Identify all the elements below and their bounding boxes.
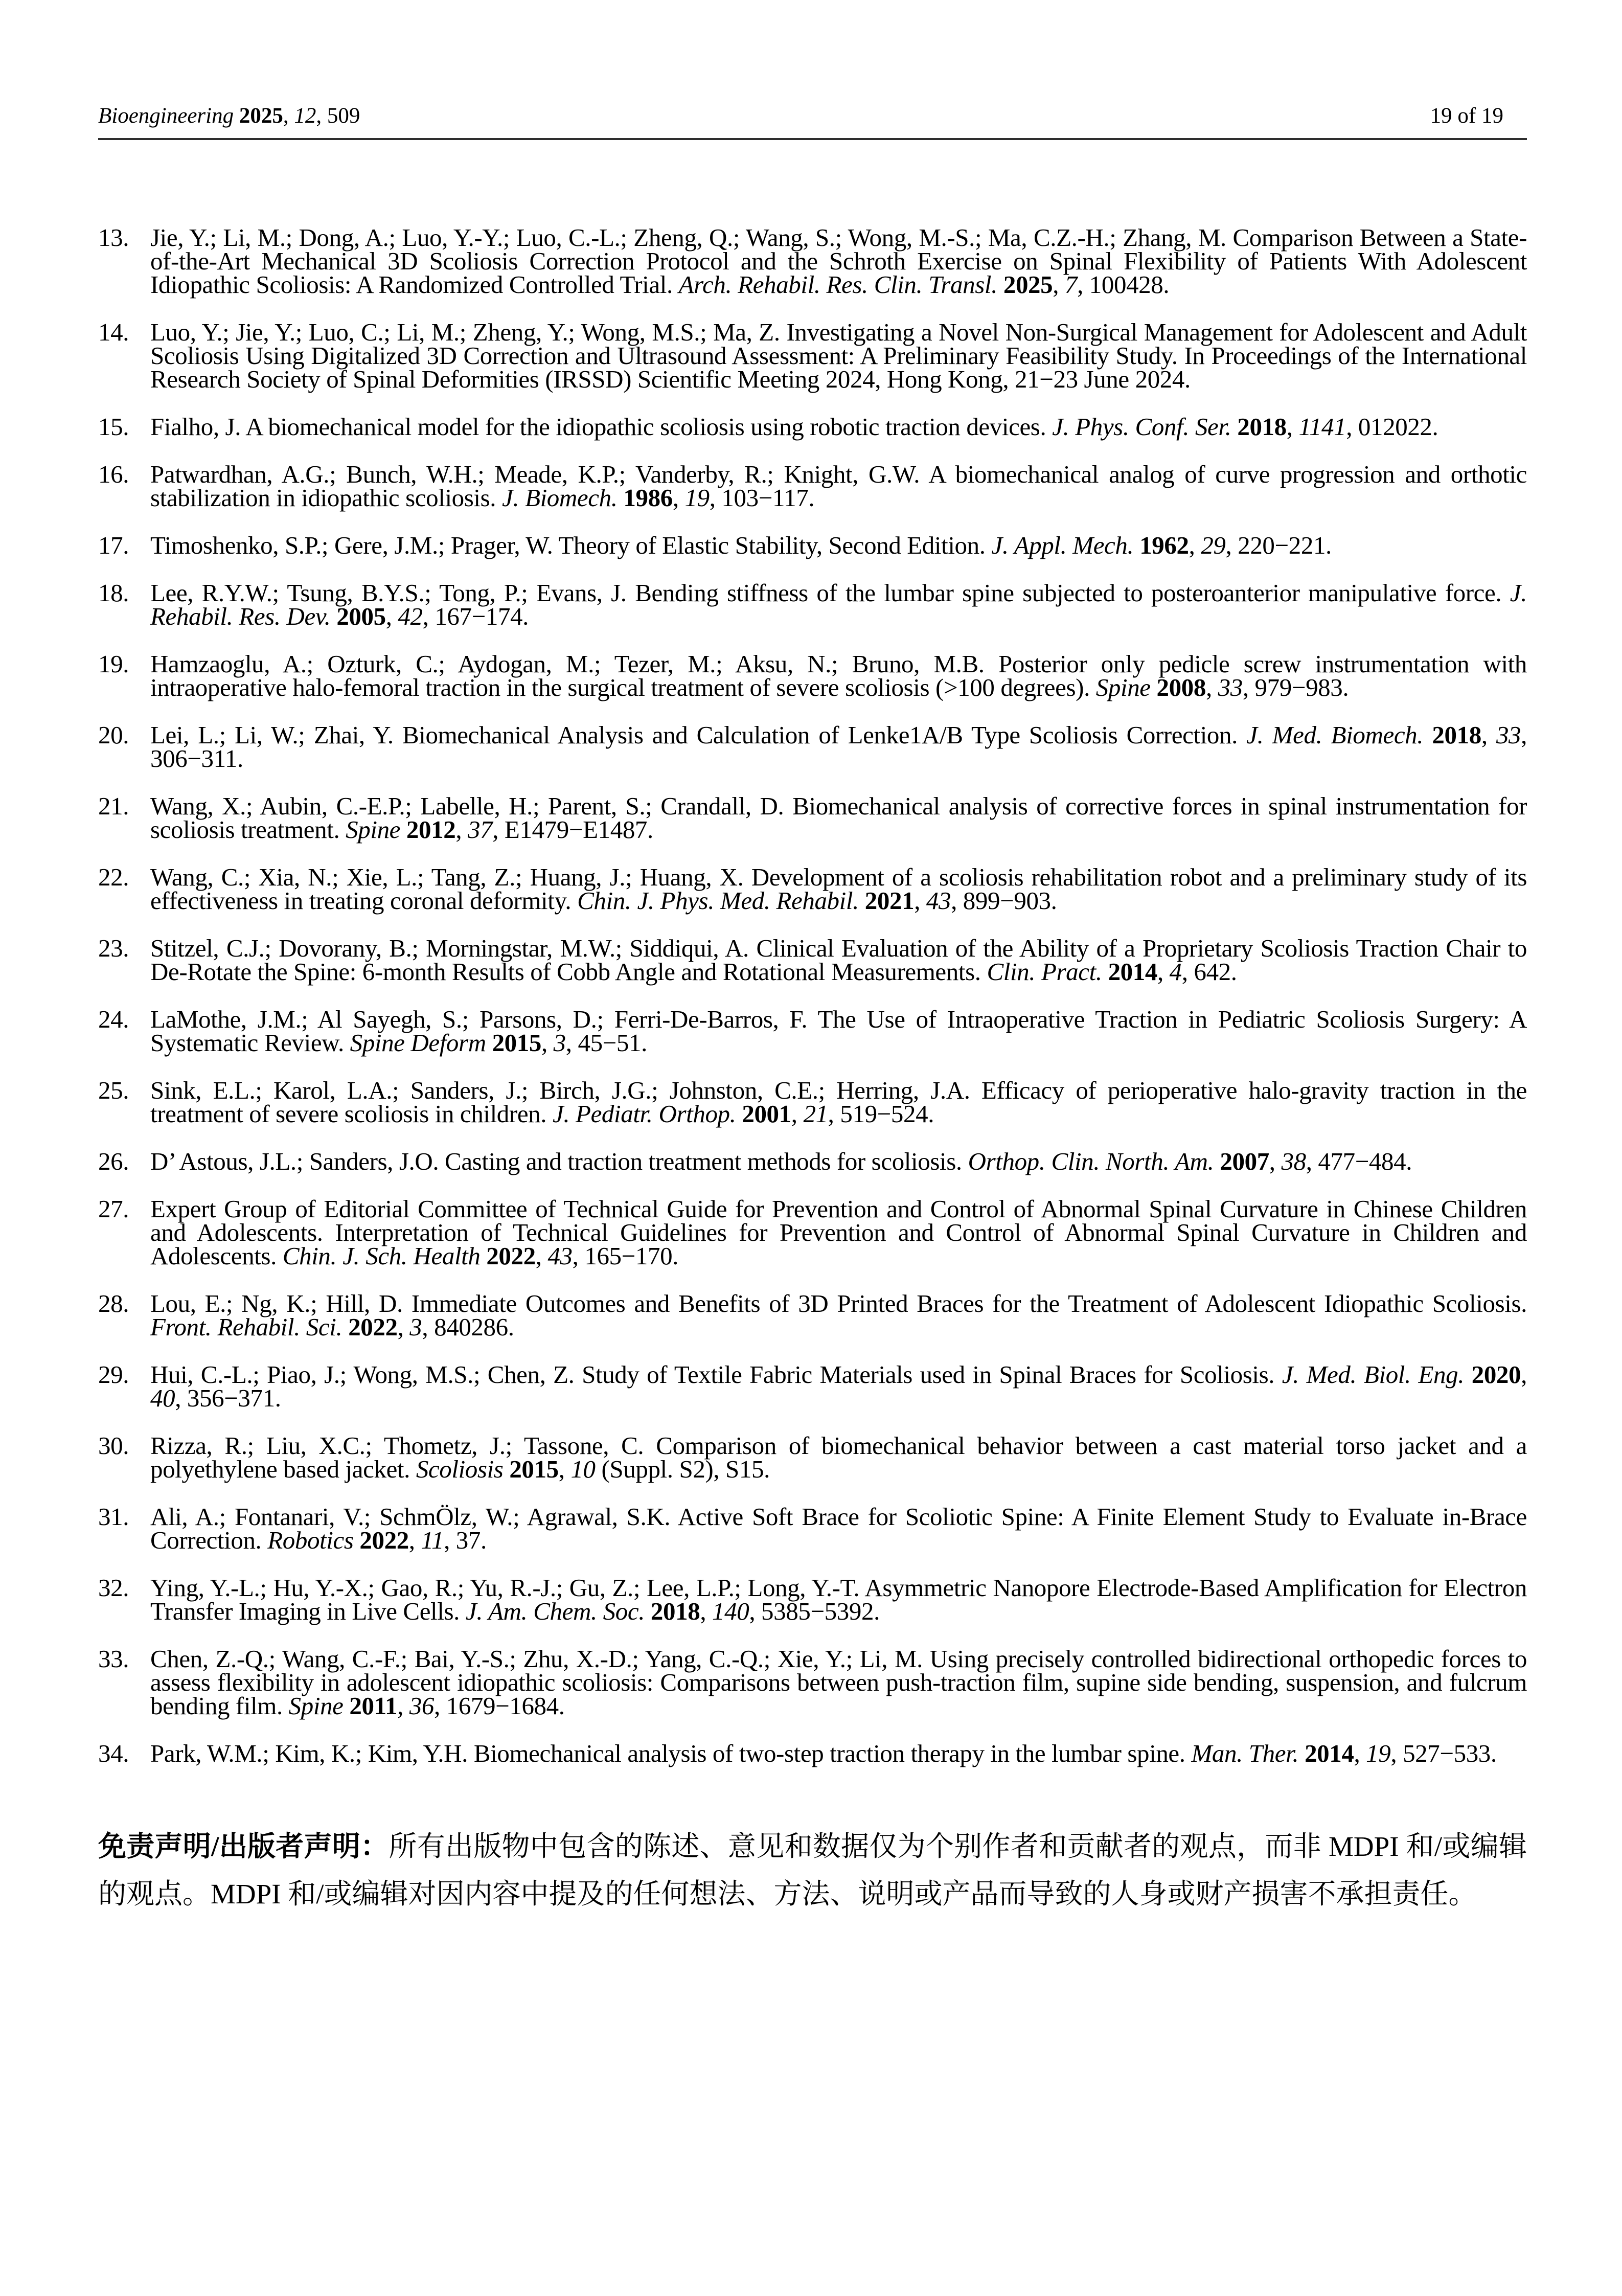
text-run: Expert Group of Editorial Committee of Technical Guide for Prevention and Control of Abnormal Spinal Curvature in Chinese Children and Adolescents. Interpretation of Technical Guidelines for Prevention and Control of Abnormal Spinal Curvature in Children and Adolescents. (150, 1195, 1527, 1270)
text-run: , (1521, 1360, 1527, 1389)
reference-text (150, 1360, 1527, 1412)
disclaimer-label: 免责声明/出版者声明： (98, 1831, 389, 1862)
reference-text (150, 415, 1527, 439)
text-run (1133, 531, 1139, 559)
text-run: 2022 (359, 1526, 409, 1554)
text-run: Bioengineering (98, 104, 234, 128)
text-run: J. Am. Chem. Soc. (465, 1597, 645, 1625)
text-run: , 527−533. (1390, 1739, 1497, 1767)
reference-number: 21. (98, 792, 129, 820)
text-run (1423, 721, 1432, 749)
reference-item (98, 652, 1527, 699)
text-run: , 5385−5392. (749, 1597, 880, 1625)
text-run: 19 (1366, 1739, 1391, 1767)
text-run: , (700, 1597, 713, 1625)
reference-item (98, 1431, 1527, 1483)
reference-text (150, 794, 1527, 842)
text-run: Fialho, J. A biomechanical model for the idiopathic scoliosis using robotic traction devices. (150, 413, 1053, 441)
text-run: , 519−524. (828, 1100, 934, 1128)
text-run (1464, 1360, 1472, 1389)
text-run (330, 602, 336, 630)
text-run: , 1679−1684. (434, 1692, 565, 1720)
reference-number: 15. (98, 413, 129, 441)
text-run: 2018 (1237, 413, 1287, 441)
text-run: Man. Ther. (1191, 1739, 1299, 1767)
reference-text (150, 1076, 1527, 1128)
reference-text (150, 1005, 1527, 1057)
reference-text (150, 1739, 1527, 1767)
reference-number: 13. (98, 223, 129, 252)
reference-item (98, 318, 1527, 393)
text-run (859, 886, 865, 915)
text-run: , 167−174. (422, 602, 529, 630)
reference-item (98, 223, 1527, 299)
text-run (618, 484, 624, 512)
text-run: 2021 (864, 886, 915, 915)
reference-text (150, 1647, 1527, 1718)
reference-text (150, 723, 1527, 770)
reference-number: 30. (98, 1431, 129, 1460)
text-run: 1962 (1139, 531, 1189, 559)
header-rule (98, 138, 1527, 140)
text-run: 3 (553, 1029, 566, 1057)
reference-item (98, 1005, 1527, 1057)
text-run (342, 1313, 348, 1341)
text-run: 43 (547, 1242, 573, 1270)
text-run: Chin. J. Sch. Health (282, 1242, 481, 1270)
text-run: 2018 (1432, 721, 1481, 749)
text-run: 12 (294, 104, 316, 128)
text-run: , (558, 1455, 571, 1483)
text-run (1102, 958, 1108, 986)
text-run (1231, 413, 1238, 441)
reference-item (98, 415, 1527, 439)
text-run: Lei, L.; Li, W.; Zhai, Y. Biomechanical Analysis and Calculation of Lenke1A/B Type Scoliosis Correction. (150, 721, 1247, 749)
references-list (98, 223, 1527, 1767)
text-run: , 100428. (1077, 270, 1170, 299)
reference-text (150, 1289, 1527, 1341)
text-run: , E1479−E1487. (492, 815, 653, 844)
text-run: J. Rehabil. Res. Dev. (150, 579, 1527, 630)
text-run: D’ Astous, J.L.; Sanders, J.O. Casting and traction treatment methods for scoliosis. (150, 1147, 968, 1175)
text-run: 21 (803, 1100, 828, 1128)
text-run: 40 (150, 1384, 175, 1412)
text-run: 2001 (742, 1100, 791, 1128)
text-run: 2014 (1108, 958, 1157, 986)
reference-number: 24. (98, 1005, 129, 1033)
text-run: 2025 (239, 104, 283, 128)
reference-text (150, 581, 1527, 628)
text-run: , 477−484. (1306, 1147, 1412, 1175)
text-run: Scoliosis (416, 1455, 504, 1483)
text-run (645, 1597, 651, 1625)
reference-number: 29. (98, 1360, 129, 1389)
text-run: , 220−221. (1225, 531, 1332, 559)
text-run: 1141 (1298, 413, 1346, 441)
reference-item (98, 934, 1527, 986)
text-run (400, 815, 406, 844)
text-run: 2008 (1156, 673, 1206, 701)
reference-item (98, 863, 1527, 915)
text-run: Chin. J. Phys. Med. Rehabil. (577, 886, 859, 915)
reference-number: 16. (98, 460, 129, 488)
reference-item (98, 1739, 1527, 1767)
text-run: Front. Rehabil. Sci. (150, 1313, 342, 1341)
text-run: , (1157, 958, 1170, 986)
reference-number: 18. (98, 579, 129, 607)
reference-number: 33. (98, 1645, 129, 1673)
reference-text (150, 223, 1527, 299)
text-run (344, 1692, 350, 1720)
text-run: Hui, C.-L.; Piao, J.; Wong, M.S.; Chen, Z. Study of Textile Fabric Materials used in Spinal Braces for Scoliosis. (150, 1360, 1282, 1389)
text-run: Lou, E.; Ng, K.; Hill, D. Immediate Outcomes and Benefits of 3D Printed Braces for the Treatment of Adolescent Idiopathic Scoliosis. (150, 1289, 1527, 1317)
text-run (1298, 1739, 1305, 1767)
text-run: 29 (1201, 531, 1226, 559)
disclaimer-text: 所有出版物中包含的陈述、意见和数据仅为个别作者和贡献者的观点，而非 MDPI 和/或编辑的观点。MDPI 和/或编辑对因内容中提及的任何想法、方法、说明或产品而导致的人身或财产损害不承担责任。 (98, 1831, 1527, 1909)
text-run: , (1286, 413, 1299, 441)
text-run: , (914, 886, 926, 915)
text-run: 33 (1218, 673, 1243, 701)
text-run: , 165−170. (572, 1242, 679, 1270)
text-run: 2005 (336, 602, 386, 630)
reference-text (150, 318, 1527, 393)
reference-number: 19. (98, 650, 129, 678)
text-run (1214, 1147, 1220, 1175)
text-run: Lee, R.Y.W.; Tsung, B.Y.S.; Tong, P.; Evans, J. Bending stiffness of the lumbar spine subjected to posteroanterior manipulative force. (150, 579, 1510, 607)
reference-number: 23. (98, 934, 129, 962)
text-run: J. Med. Biol. Eng. (1282, 1360, 1465, 1389)
text-run: 36 (409, 1692, 435, 1720)
text-run: Timoshenko, S.P.; Gere, J.M.; Prager, W. Theory of Elastic Stability, Second Edition. (150, 531, 992, 559)
reference-number: 27. (98, 1195, 129, 1223)
disclaimer (98, 1823, 1527, 1918)
text-run: , 37. (444, 1526, 487, 1554)
text-run: Clin. Pract. (987, 958, 1102, 986)
text-run: 33 (1496, 721, 1521, 749)
text-run: 2018 (650, 1597, 700, 1625)
text-run (503, 1455, 509, 1483)
reference-number: 31. (98, 1503, 129, 1531)
text-run: 3 (409, 1313, 422, 1341)
text-run: 1986 (623, 484, 673, 512)
text-run: 2014 (1305, 1739, 1354, 1767)
text-run: 11 (421, 1526, 444, 1554)
text-run: 2022 (486, 1242, 536, 1270)
text-run: Luo, Y.; Jie, Y.; Luo, C.; Li, M.; Zheng, Y.; Wong, M.S.; Ma, Z. Investigating a Novel Non-Surgical Management for Adolescent and Adult Scoliosis Using Digitalized 3D Correction and Ultrasound Assessment: A Preliminary Feasibility Study. In Proceedings of the International Research Society of Spinal Deformities (IRSSD) Scientific Meeting 2024, Hong Kong, 21−23 June 2024. (150, 318, 1527, 393)
text-run: , (535, 1242, 548, 1270)
text-run: Ying, Y.-L.; Hu, Y.-X.; Gao, R.; Yu, R.-J.; Gu, Z.; Lee, L.P.; Long, Y.-T. Asymmetric Nanopore Electrode-Based Amplification for Electron Transfer Imaging in Live Cells. (150, 1574, 1527, 1625)
reference-item (98, 1147, 1527, 1175)
reference-item (98, 1076, 1527, 1128)
text-run: Robotics (267, 1526, 354, 1554)
text-run: Chen, Z.-Q.; Wang, C.-F.; Bai, Y.-S.; Zhu, X.-D.; Yang, C.-Q.; Xie, Y.; Li, M. Using precisely controlled bidirectional orthopedic forces to assess flexibility in adolescent idiopathic scoliosis: Comparisons between push-traction film, supine side bending, suspension, and fulcrum bending film. (150, 1645, 1527, 1720)
reference-text (150, 652, 1527, 699)
reference-text (150, 1431, 1527, 1483)
reference-number: 22. (98, 863, 129, 891)
text-run (1151, 673, 1157, 701)
text-run: , 899−903. (951, 886, 1057, 915)
reference-item (98, 1289, 1527, 1341)
text-run: , (385, 602, 398, 630)
reference-number: 34. (98, 1739, 129, 1767)
text-run: , 840286. (422, 1313, 514, 1341)
text-run: 37 (468, 815, 493, 844)
text-run: 38 (1281, 1147, 1306, 1175)
reference-text (150, 531, 1527, 559)
text-run: , (541, 1029, 554, 1057)
page-header (98, 104, 1527, 128)
text-run: Arch. Rehabil. Res. Clin. Transl. (678, 270, 997, 299)
text-run (736, 1100, 742, 1128)
text-run: , 45−51. (565, 1029, 647, 1057)
text-run: , 103−117. (709, 484, 815, 512)
text-run: J. Med. Biomech. (1246, 721, 1424, 749)
text-run: Jie, Y.; Li, M.; Dong, A.; Luo, Y.-Y.; Luo, C.-L.; Zheng, Q.; Wang, S.; Wong, M.-S.; Ma, C.Z.-H.; Zhang, M. Comparison Between a State-of-the-Art Mechanical 3D Scoliosis Correction Protocol and the Schroth Exercise on Spinal Flexibility of Patients With Adolescent Idiopathic Scoliosis: A Randomized Controlled Trial. (150, 223, 1527, 299)
text-run: , 979−983. (1242, 673, 1349, 701)
text-run: Spine (288, 1692, 344, 1720)
text-run: 10 (570, 1455, 596, 1483)
text-run: , (397, 1692, 409, 1720)
reference-number: 20. (98, 721, 129, 749)
text-run: , (791, 1100, 804, 1128)
reference-text (150, 1576, 1527, 1623)
text-run: , (408, 1526, 421, 1554)
text-run: 2012 (406, 815, 456, 844)
text-run: 2025 (1003, 270, 1053, 299)
text-run: , (1354, 1739, 1366, 1767)
reference-item (98, 531, 1527, 559)
reference-text (150, 1197, 1527, 1268)
text-run: , 306−311. (150, 721, 1527, 772)
text-run: 2020 (1471, 1360, 1521, 1389)
text-run: Park, W.M.; Kim, K.; Kim, Y.H. Biomechanical analysis of two-step traction therapy in the lumbar spine. (150, 1739, 1192, 1767)
text-run: , (672, 484, 685, 512)
text-run: , (1205, 673, 1218, 701)
text-run: , (1481, 721, 1496, 749)
text-run: J. Phys. Conf. Ser. (1052, 413, 1231, 441)
reference-text (150, 934, 1527, 986)
reference-item (98, 1360, 1527, 1412)
page-indicator: 19 of 19 (1430, 104, 1503, 128)
text-run: , (1189, 531, 1201, 559)
text-run: 2022 (348, 1313, 398, 1341)
text-run: 2015 (509, 1455, 559, 1483)
text-run: Rizza, R.; Liu, X.C.; Thometz, J.; Tassone, C. Comparison of biomechanical behavior between a cast material torso jacket and a polyethylene based jacket. (150, 1431, 1527, 1483)
reference-item (98, 794, 1527, 842)
text-run: (Suppl. S2), S15. (595, 1455, 770, 1483)
text-run: , 509 (316, 104, 360, 128)
text-run: , 642. (1181, 958, 1237, 986)
text-run (354, 1526, 360, 1554)
reference-text (150, 863, 1527, 915)
reference-number: 28. (98, 1289, 129, 1317)
reference-item (98, 1505, 1527, 1552)
text-run: J. Appl. Mech. (991, 531, 1134, 559)
text-run: 19 (684, 484, 710, 512)
text-run: , 356−371. (175, 1384, 281, 1412)
text-run (997, 270, 1003, 299)
reference-item (98, 581, 1527, 628)
reference-item (98, 723, 1527, 770)
text-run: 2011 (349, 1692, 398, 1720)
reference-item (98, 460, 1527, 512)
text-run: 7 (1064, 270, 1078, 299)
text-run: Spine (346, 815, 401, 844)
text-run: , (455, 815, 468, 844)
reference-number: 32. (98, 1574, 129, 1602)
text-run: Hamzaoglu, A.; Ozturk, C.; Aydogan, M.; Tezer, M.; Aksu, N.; Bruno, M.B. Posterior only pedicle screw instrumentation with intraoperative halo-femoral traction in the surgical treatment of severe scoliosis (>100 degrees). (150, 650, 1527, 701)
text-run: Stitzel, C.J.; Dovorany, B.; Morningstar, M.W.; Siddiqui, A. Clinical Evaluation of the Ability of a Proprietary Scoliosis Traction Chair to De-Rotate the Spine: 6-month Results of Cobb Angle and Rotational Measurements. (150, 934, 1527, 986)
text-run (234, 104, 239, 128)
reference-number: 14. (98, 318, 129, 346)
text-run: 2007 (1220, 1147, 1269, 1175)
text-run: Orthop. Clin. North. Am. (968, 1147, 1214, 1175)
text-run: 4 (1169, 958, 1182, 986)
reference-item (98, 1647, 1527, 1718)
reference-number: 25. (98, 1076, 129, 1104)
reference-number: 26. (98, 1147, 129, 1175)
text-run: , (1053, 270, 1065, 299)
text-run: Wang, C.; Xia, N.; Xie, L.; Tang, Z.; Huang, J.; Huang, X. Development of a scoliosis rehabilitation robot and a preliminary study of its effectiveness in treating coronal deformity. (150, 863, 1527, 915)
reference-item (98, 1197, 1527, 1268)
text-run: 42 (398, 602, 423, 630)
text-run: , 012022. (1346, 413, 1438, 441)
text-run: Wang, X.; Aubin, C.-E.P.; Labelle, H.; Parent, S.; Crandall, D. Biomechanical analysis of corrective forces in spinal instrumentation for scoliosis treatment. (150, 792, 1527, 844)
text-run (486, 1029, 492, 1057)
reference-text (150, 460, 1527, 512)
reference-text (150, 1505, 1527, 1552)
text-run (480, 1242, 486, 1270)
text-run: 140 (712, 1597, 749, 1625)
text-run: Ali, A.; Fontanari, V.; SchmÖlz, W.; Agrawal, S.K. Active Soft Brace for Scoliotic Spine: A Finite Element Study to Evaluate in-Brace Correction. (150, 1503, 1527, 1554)
text-run: LaMothe, J.M.; Al Sayegh, S.; Parsons, D.; Ferri-De-Barros, F. The Use of Intraoperative Traction in Pediatric Scoliosis Surgery: A Systematic Review. (150, 1005, 1527, 1057)
journal-citation (98, 104, 360, 128)
text-run: , (1269, 1147, 1282, 1175)
text-run: , (397, 1313, 410, 1341)
text-run: Spine (1095, 673, 1151, 701)
reference-item (98, 1576, 1527, 1623)
reference-number: 17. (98, 531, 129, 559)
text-run: Sink, E.L.; Karol, L.A.; Sanders, J.; Birch, J.G.; Johnston, C.E.; Herring, J.A. Efficacy of perioperative halo-gravity traction in the treatment of severe scoliosis in children. (150, 1076, 1527, 1128)
text-run: , (283, 104, 294, 128)
text-run: J. Pediatr. Orthop. (552, 1100, 736, 1128)
text-run: 43 (926, 886, 951, 915)
reference-text (150, 1147, 1527, 1175)
text-run: Patwardhan, A.G.; Bunch, W.H.; Meade, K.P.; Vanderby, R.; Knight, G.W. A biomechanical analog of curve progression and orthotic stabilization in idiopathic scoliosis. (150, 460, 1527, 512)
text-run: Spine Deform (350, 1029, 486, 1057)
text-run: J. Biomech. (502, 484, 618, 512)
text-run: 2015 (492, 1029, 541, 1057)
